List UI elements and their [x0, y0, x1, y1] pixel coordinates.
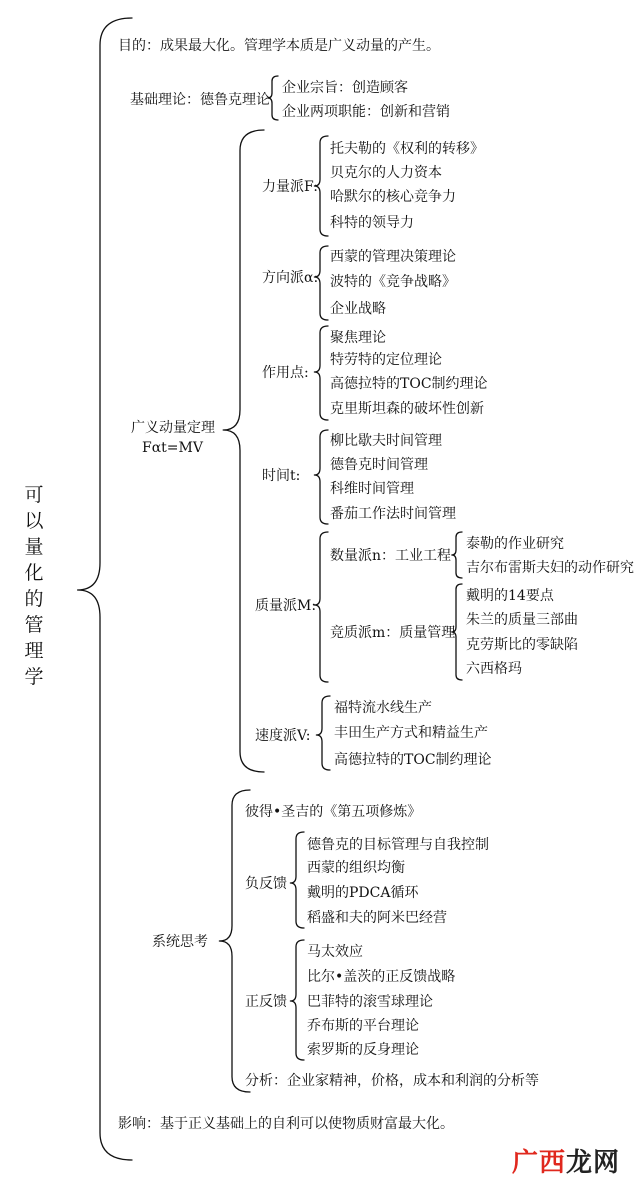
velocity-item: 福特流水线生产 — [334, 700, 432, 716]
quality-item: 六西格玛 — [466, 661, 522, 677]
action-brace — [314, 326, 328, 420]
velocity-item: 高德拉特的TOC制约理论 — [334, 752, 492, 768]
time-brace — [314, 430, 328, 524]
systems-label: 系统思考 — [152, 934, 208, 950]
time-item: 德鲁克时间管理 — [330, 457, 428, 473]
negative-label: 负反馈 — [245, 876, 287, 892]
momentum-brace — [223, 130, 264, 772]
purpose-text: 目的：成果最大化。管理学本质是广义动量的产生。 — [118, 38, 440, 54]
quality-label: 竞质派m：质量管理 — [330, 625, 456, 641]
negative-item: 德鲁克的目标管理与自我控制 — [307, 837, 489, 853]
direction-item: 企业战略 — [330, 301, 386, 317]
systems-brace — [219, 790, 250, 1092]
velocity-label: 速度派V: — [255, 728, 311, 744]
positive-item: 索罗斯的反身理论 — [307, 1042, 419, 1058]
negative-item: 稻盛和夫的阿米巴经营 — [307, 910, 447, 926]
time-label: 时间t: — [262, 468, 301, 484]
basic-theory-label: 基础理论：德鲁克理论 — [130, 92, 270, 108]
direction-item: 波特的《竞争战略》 — [330, 274, 456, 290]
force-label: 力量派F: — [262, 179, 318, 195]
action-item: 聚焦理论 — [330, 330, 386, 346]
negative-item: 戴明的PDCA循环 — [307, 885, 419, 901]
watermark-part1: 广西 — [512, 1148, 567, 1178]
force-item: 托夫勒的《权利的转移》 — [330, 141, 484, 157]
momentum-formula: Fαt=MV — [142, 440, 203, 456]
direction-label: 方向派α: — [262, 270, 319, 286]
momentum-label: 广义动量定理 — [131, 420, 215, 436]
impact-text: 影响：基于正义基础上的自利可以使物质财富最大化。 — [118, 1116, 454, 1132]
action-item: 高德拉特的TOC制约理论 — [330, 376, 488, 392]
negative-item: 西蒙的组织均衡 — [307, 860, 405, 876]
watermark-part2: 龙网 — [566, 1148, 621, 1178]
positive-item: 马太效应 — [307, 944, 363, 960]
action-item: 特劳特的定位理论 — [330, 352, 442, 368]
root-title: 可以量化的管理学 — [24, 484, 44, 688]
quantity-item: 泰勒的作业研究 — [466, 536, 564, 552]
quality-item: 克劳斯比的零缺陷 — [466, 637, 578, 653]
systems-first: 彼得•圣吉的《第五项修炼》 — [245, 804, 422, 820]
direction-item: 西蒙的管理决策理论 — [330, 249, 456, 265]
action-item: 克里斯坦森的破坏性创新 — [330, 401, 484, 417]
quantity-brace — [452, 532, 462, 578]
quality-item: 戴明的14要点 — [466, 588, 554, 604]
positive-item: 比尔•盖茨的正反馈战略 — [307, 969, 456, 985]
positive-label: 正反馈 — [245, 994, 287, 1010]
velocity-item: 丰田生产方式和精益生产 — [334, 725, 488, 741]
positive-item: 乔布斯的平台理论 — [307, 1018, 419, 1034]
time-item: 番茄工作法时间管理 — [330, 506, 456, 522]
mass-brace — [314, 532, 328, 682]
negative-brace — [290, 832, 304, 928]
positive-item: 巴菲特的滚雪球理论 — [307, 994, 433, 1010]
quality-item: 朱兰的质量三部曲 — [466, 612, 578, 628]
action-label: 作用点: — [262, 365, 309, 381]
positive-brace — [290, 940, 304, 1060]
force-item: 贝克尔的人力资本 — [330, 165, 442, 181]
time-item: 科维时间管理 — [330, 481, 414, 497]
velocity-brace — [316, 696, 330, 770]
time-item: 柳比歇夫时间管理 — [330, 433, 442, 449]
watermark-logo — [512, 1142, 620, 1179]
mass-label: 质量派M: — [255, 598, 317, 614]
basic-theory-item: 企业两项职能：创新和营销 — [282, 104, 450, 120]
root-brace — [78, 18, 132, 1160]
systems-analysis: 分析：企业家精神，价格，成本和利润的分析等 — [245, 1073, 539, 1089]
force-item: 哈默尔的核心竞争力 — [330, 189, 456, 205]
quantity-label: 数量派n：工业工程 — [330, 548, 452, 564]
quantity-item: 吉尔布雷斯夫妇的动作研究 — [466, 560, 634, 576]
force-item: 科特的领导力 — [330, 215, 414, 231]
basic-theory-item: 企业宗旨：创造顾客 — [282, 80, 408, 96]
